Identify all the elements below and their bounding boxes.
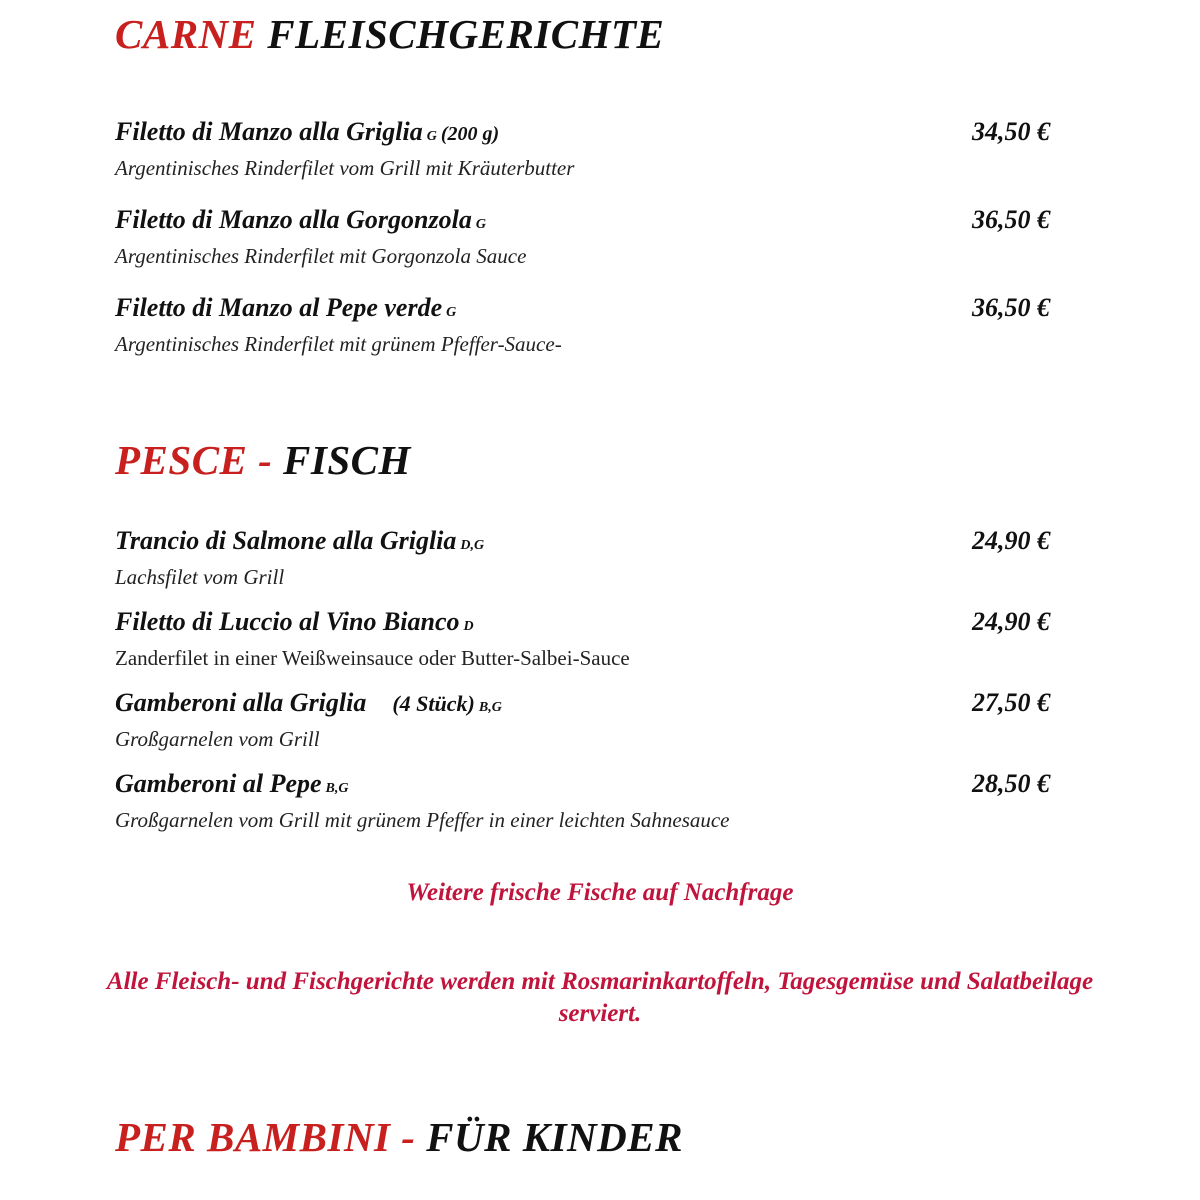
portion-size: (200 g) — [440, 123, 500, 145]
dish-name-line — [115, 293, 1075, 328]
section-title-separator: - — [258, 437, 273, 483]
dish-price: 24,90 € — [972, 607, 1050, 636]
menu-item — [115, 526, 1075, 591]
dish-price: 36,50 € — [972, 205, 1050, 234]
menu-item — [115, 769, 1075, 834]
menu-item — [115, 205, 1075, 270]
side-dishes-note: Alle Fleisch- und Fischgerichte werden mit Rosmarinkartoffeln, Tagesgemüse und Salatbeilage serviert. — [106, 968, 1094, 1027]
menu-item — [115, 607, 1075, 672]
dish-description: Großgarnelen vom Grill mit grünem Pfeffer in einer leichten Sahnesauce — [115, 808, 730, 832]
menu-item — [115, 688, 1075, 753]
dish-name: Trancio di Salmone alla Griglia — [115, 526, 457, 555]
allergen-code: G — [446, 305, 457, 320]
dish-description: Argentinisches Rinderfilet vom Grill mit Kräuterbutter — [115, 156, 575, 180]
section-title-pesce — [115, 436, 411, 484]
fresh-fish-note: Weitere frische Fische auf Nachfrage — [406, 879, 794, 906]
allergen-code: D — [463, 619, 474, 634]
dish-price: 34,50 € — [972, 117, 1050, 146]
section-title-carne — [115, 10, 664, 58]
dish-name: Filetto di Manzo al Pepe verde — [115, 293, 443, 322]
allergen-code: B,G — [325, 781, 349, 796]
portion-size: (4 Stück) — [392, 691, 475, 716]
allergen-code: G — [475, 217, 486, 232]
dish-price: 36,50 € — [972, 293, 1050, 322]
section-title-german: FISCH — [283, 437, 411, 483]
section-title-italian: CARNE — [115, 11, 257, 57]
dish-name: Filetto di Manzo alla Gorgonzola — [115, 205, 472, 234]
section-title-german: FÜR KINDER — [426, 1114, 683, 1160]
allergen-code: D,G — [460, 538, 485, 553]
section-title-separator: - — [401, 1114, 416, 1160]
dish-price: 27,50 € — [972, 688, 1050, 717]
section-title-italian: PER BAMBINI — [115, 1114, 391, 1160]
menu-item — [115, 117, 1075, 182]
dish-name: Gamberoni al Pepe — [115, 769, 322, 798]
dish-name: Gamberoni alla Griglia — [115, 688, 367, 717]
section-title-german: FLEISCHGERICHTE — [267, 11, 665, 57]
dish-name: Filetto di Manzo alla Griglia — [115, 117, 423, 146]
dish-price: 28,50 € — [972, 769, 1050, 798]
allergen-code: G — [426, 129, 437, 144]
dish-name: Filetto di Luccio al Vino Bianco — [115, 607, 460, 636]
dish-name-line — [115, 205, 1075, 240]
dish-description: Großgarnelen vom Grill — [115, 727, 320, 751]
section-title-italian: PESCE — [115, 437, 248, 483]
dish-name-line — [115, 688, 1075, 723]
dish-name-line — [115, 607, 1075, 642]
dish-name-line — [115, 526, 1075, 561]
allergen-code: B,G — [478, 700, 502, 715]
dish-description: Zanderfilet in einer Weißweinsauce oder Butter-Salbei-Sauce — [115, 646, 630, 670]
dish-name-line — [115, 769, 1075, 804]
section-title-bambini — [115, 1113, 683, 1161]
dish-description: Argentinisches Rinderfilet mit Gorgonzola Sauce — [115, 244, 527, 268]
dish-name-line — [115, 117, 1075, 152]
dish-description: Argentinisches Rinderfilet mit grünem Pfeffer-Sauce- — [115, 332, 562, 356]
dish-price: 24,90 € — [972, 526, 1050, 555]
dish-description: Lachsfilet vom Grill — [115, 565, 285, 589]
menu-item — [115, 293, 1075, 358]
